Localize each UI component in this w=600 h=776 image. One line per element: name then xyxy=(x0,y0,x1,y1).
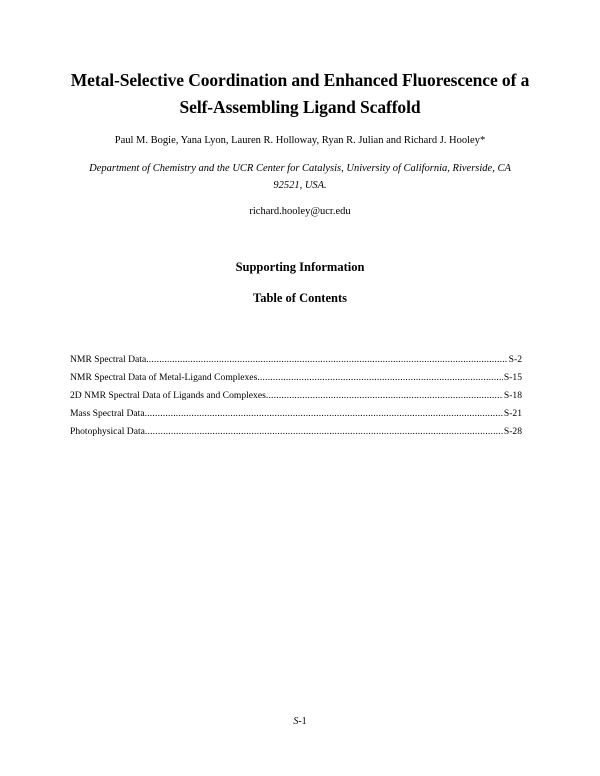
toc-entry xyxy=(70,426,522,444)
toc-dot-leader xyxy=(146,354,507,365)
toc-entry xyxy=(70,390,522,408)
toc-entry-label: Photophysical Data xyxy=(70,426,145,437)
toc-entry-page: S-21 xyxy=(503,408,522,419)
page-number xyxy=(0,716,600,727)
toc-entry-label: NMR Spectral Data xyxy=(70,354,147,365)
table-of-contents xyxy=(70,354,522,444)
toc-dot-leader xyxy=(257,372,503,383)
toc-entry-page: S-18 xyxy=(503,390,522,401)
toc-dot-leader xyxy=(266,390,503,401)
paper-title-line-1: Metal-Selective Coordination and Enhanced Fluorescence of a xyxy=(70,70,530,90)
page-number-prefix: S xyxy=(293,716,299,727)
contact-email: richard.hooley@ucr.edu xyxy=(249,206,351,217)
toc-dot-leader xyxy=(145,426,503,437)
affiliation-line-2: 92521, USA. xyxy=(273,180,327,191)
paper-title-line-2: Self-Assembling Ligand Scaffold xyxy=(179,97,421,117)
table-of-contents-heading: Table of Contents xyxy=(253,291,347,305)
toc-entry-page: S-28 xyxy=(503,426,522,437)
toc-entry xyxy=(70,354,522,372)
toc-entry xyxy=(70,408,522,426)
affiliation-line-1: Department of Chemistry and the UCR Center for Catalysis, University of California, Riverside, CA xyxy=(89,163,511,174)
toc-entry xyxy=(70,372,522,390)
toc-entry-label: NMR Spectral Data of Metal-Ligand Complexes xyxy=(70,372,258,383)
toc-dot-leader xyxy=(145,408,503,419)
author-list: Paul M. Bogie, Yana Lyon, Lauren R. Holloway, Ryan R. Julian and Richard J. Hooley* xyxy=(114,135,486,146)
page-number-value: -1 xyxy=(298,716,307,727)
toc-entry-page: S-2 xyxy=(508,354,522,365)
toc-entry-label: Mass Spectral Data xyxy=(70,408,145,419)
supporting-information-heading: Supporting Information xyxy=(235,260,365,274)
toc-entry-label: 2D NMR Spectral Data of Ligands and Complexes xyxy=(70,390,266,401)
toc-entry-page: S-15 xyxy=(503,372,522,383)
